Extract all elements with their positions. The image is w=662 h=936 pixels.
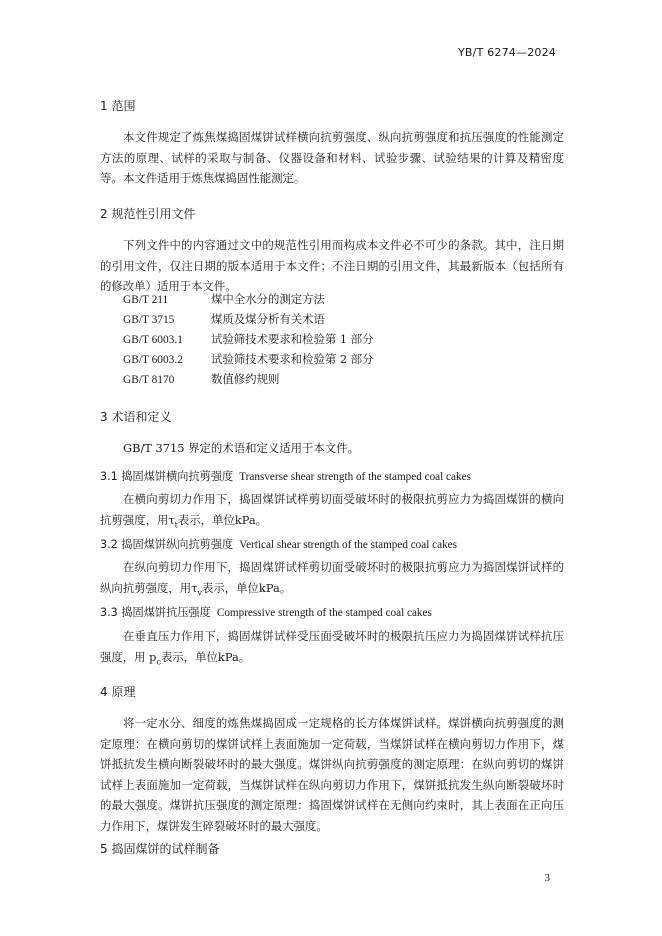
term-3-2-title-zh: 3.2 捣固煤饼纵向抗剪强度 [100, 538, 234, 551]
term-3-1-title-en: Transverse shear strength of the stamped coal cakes [239, 471, 471, 483]
reference-item [123, 331, 374, 347]
term-3-1-symbol-subscript: t [174, 519, 178, 529]
reference-item [123, 351, 374, 367]
section-1-paragraph-1: 本文件规定了炼焦煤捣固煤饼试样横向抗剪强度、纵向抗剪强度和抗压强度的性能测定方法的原理、试样的采取与制备、仪器设备和材料、试验步骤、试验结果的计算及精密度等。 [100, 130, 564, 185]
reference-code: GB/T 6003.2 [123, 354, 183, 366]
section-4-paragraph-1: 将一定水分、细度的炼焦煤捣固成一定规格的长方体煤饼试样。煤饼横向抗剪强度的测定原理：在横向剪切的煤饼试样上表面施加一定荷载，当煤饼试样在横向剪切力作用下，煤饼抵抗发生横向断裂破坏时的最大强度。煤饼纵向抗剪强度的测定原理：在纵向剪切的煤饼试样上表面施加一定荷载，当煤饼试样在纵向剪切力作用下，煤饼抵抗发生纵向断裂破坏时的最大强度。煤饼抗压强度的测定原理：捣固煤饼试样在无侧向约束时，其上表面在正向压力作用下，煤饼发生碎裂破坏时的最大强度。 [100, 716, 564, 833]
term-3-2-symbol-subscript: v [197, 587, 202, 597]
term-3-3-definition-unit: 表示，单位kPa。 [160, 649, 251, 664]
section-1-heading: 1 范围 [100, 99, 136, 113]
term-3-2-heading [100, 536, 457, 552]
reference-title: 煤质及煤分析有关术语 [211, 312, 325, 326]
standard-code: YB/T 6274—2024 [458, 46, 556, 59]
term-3-3-symbol-subscript: c [156, 656, 161, 666]
section-1-paragraph-2: 本文件适用于炼焦煤捣固性能测定。 [123, 171, 306, 185]
reference-title: 试验筛技术要求和检验第 1 部分 [211, 332, 374, 346]
reference-code: GB/T 6003.1 [123, 334, 183, 346]
section-3-heading: 3 术语和定义 [100, 410, 172, 424]
term-3-3-definition-text: 在垂直压力作用下，捣固煤饼试样受压面受破坏时的极限抗压应力为捣固煤饼试样抗压强度，用 p [100, 629, 564, 664]
reference-item [123, 371, 279, 387]
term-3-2-title-en: Vertical shear strength of the stamped coal cakes [239, 539, 457, 551]
reference-code: GB/T 8170 [123, 374, 175, 386]
term-3-1-definition-text: 在横向剪切力作用下，捣固煤饼试样剪切面受破坏时的极限抗剪应力为捣固煤饼的横向抗剪强度，用τ [100, 492, 564, 527]
reference-item [123, 311, 325, 327]
section-3-paragraph-1: GB/T 3715 界定的术语和定义适用于本文件。 [123, 441, 359, 455]
term-3-1-definition-unit: 表示，单位kPa。 [177, 512, 268, 527]
term-3-3-title-en: Compressive strength of the stamped coal cakes [216, 607, 432, 619]
reference-code: GB/T 3715 [123, 314, 175, 326]
section-2-heading: 2 规范性引用文件 [100, 207, 196, 221]
term-3-1-heading [100, 468, 471, 484]
term-3-3-definition [100, 626, 564, 672]
reference-title: 煤中全水分的测定方法 [211, 292, 325, 306]
term-3-2-definition-text: 在纵向剪切力作用下，捣固煤饼试样剪切面受破坏时的极限抗剪应力为捣固煤饼试样的纵向抗剪强度，用τ [100, 560, 564, 595]
term-3-1-definition [100, 489, 564, 535]
page-number: 3 [544, 872, 550, 884]
section-4-heading: 4 原理 [100, 685, 136, 699]
term-3-3-heading [100, 604, 432, 620]
term-3-3-title-zh: 3.3 捣固煤饼抗压强度 [100, 606, 211, 619]
term-3-2-definition [100, 557, 564, 603]
reference-title: 试验筛技术要求和检验第 2 部分 [211, 352, 374, 366]
reference-item [123, 291, 325, 307]
term-3-1-title-zh: 3.1 捣固煤饼横向抗剪强度 [100, 470, 234, 483]
reference-title: 数值修约规则 [211, 372, 280, 386]
term-3-2-definition-unit: 表示，单位kPa。 [201, 580, 292, 595]
reference-code: GB/T 211 [123, 294, 169, 306]
section-5-heading: 5 捣固煤饼的试样制备 [100, 842, 220, 856]
section-2-paragraph-1: 下列文件中的内容通过文中的规范性引用而构成本文件必不可少的条款。其中，注日期的引用文件，仅注日期的版本适用于本文件；不注日期的引用文件，其最新版本（包括所有的修改单）适用于本文件。 [100, 238, 564, 293]
